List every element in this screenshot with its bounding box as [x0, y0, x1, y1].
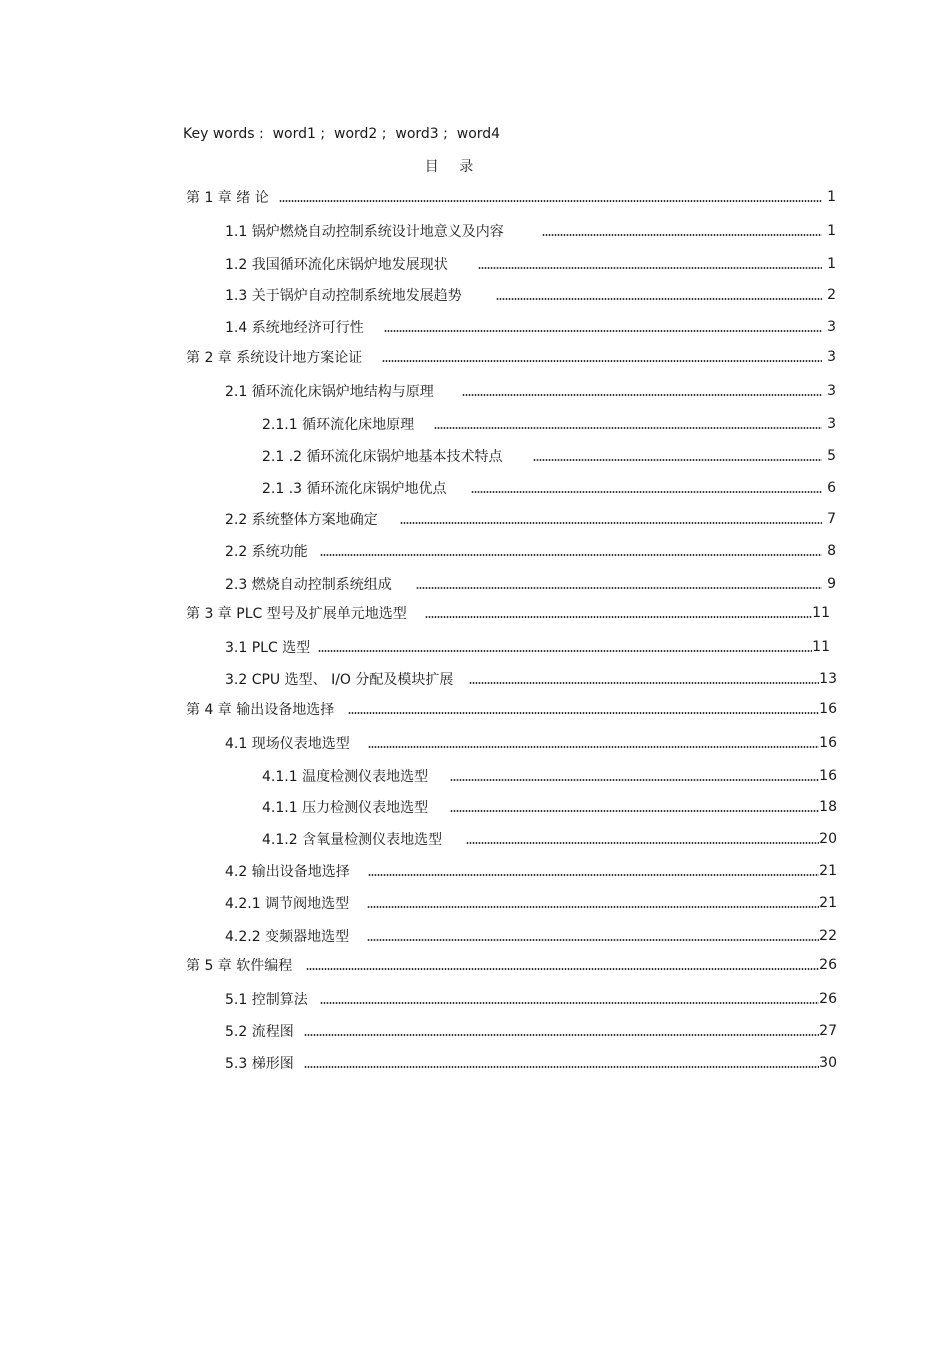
toc-leader	[368, 874, 819, 876]
toc-entry[interactable]	[262, 797, 837, 817]
toc-entry-page: 16	[819, 735, 837, 751]
toc-entry-page: 1	[827, 223, 836, 239]
toc-entry-label: 2.1 .2 循环流化床锅炉地基本技术特点	[262, 449, 503, 465]
toc-entry-page: 3	[827, 349, 836, 365]
toc-leader	[382, 360, 822, 362]
toc-leader	[304, 1066, 819, 1068]
toc-entry-label: 5.2 流程图	[225, 1024, 294, 1040]
toc-entry-page: 7	[827, 511, 836, 527]
toc-entry-page: 3	[827, 416, 836, 432]
toc-entry-label: 1.1 锅炉燃烧自动控制系统设计地意义及内容	[225, 224, 504, 240]
toc-leader	[348, 712, 819, 714]
toc-entry-label: 5.3 梯形图	[225, 1056, 294, 1072]
toc-entry[interactable]	[186, 699, 837, 719]
toc-entry-page: 22	[819, 928, 837, 944]
toc-entry[interactable]	[225, 637, 830, 657]
toc-leader	[304, 1034, 819, 1036]
toc-title: 目 录	[424, 159, 482, 175]
toc-leader	[471, 491, 822, 493]
toc-entry[interactable]	[262, 766, 837, 786]
toc-entry-label: 1.3 关于锅炉自动控制系统地发展趋势	[225, 288, 462, 304]
toc-entry-label: 4.1.1 压力检测仪表地选型	[262, 800, 429, 816]
toc-leader	[367, 939, 819, 941]
toc-entry[interactable]	[225, 893, 837, 913]
toc-leader	[478, 267, 822, 269]
toc-entry[interactable]	[225, 669, 837, 689]
toc-entry-label: 2.3 燃烧自动控制系统组成	[225, 577, 392, 593]
toc-entry[interactable]	[262, 414, 836, 434]
toc-entry[interactable]	[186, 187, 836, 207]
toc-leader	[279, 200, 822, 202]
toc-entry-page: 16	[819, 701, 837, 717]
toc-entry-label: 第 2 章 系统设计地方案论证	[186, 350, 363, 366]
toc-entry-label: 第 4 章 输出设备地选择	[186, 702, 335, 718]
toc-entry[interactable]	[225, 1053, 837, 1073]
toc-entry-page: 27	[819, 1023, 837, 1039]
toc-entry-page: 18	[819, 799, 837, 815]
toc-leader	[542, 234, 822, 236]
toc-entry-page: 11	[812, 639, 830, 655]
toc-entry-page: 2	[827, 287, 836, 303]
toc-entry-label: 第 5 章 软件编程	[186, 958, 293, 974]
toc-entry[interactable]	[225, 861, 837, 881]
toc-entry-page: 1	[827, 256, 836, 272]
toc-entry-page: 13	[819, 671, 837, 687]
toc-leader	[466, 842, 819, 844]
toc-entry-page: 3	[827, 319, 836, 335]
toc-leader	[416, 587, 822, 589]
toc-entry[interactable]	[262, 446, 836, 466]
toc-entry[interactable]	[225, 1021, 837, 1041]
toc-entry-page: 26	[819, 991, 837, 1007]
toc-entry[interactable]	[225, 254, 836, 274]
toc-entry[interactable]	[225, 989, 837, 1009]
toc-entry[interactable]	[225, 317, 836, 337]
toc-leader	[384, 330, 822, 332]
toc-entry-label: 4.1 现场仪表地选型	[225, 736, 350, 752]
toc-entry-page: 30	[819, 1055, 837, 1071]
toc-entry[interactable]	[262, 829, 837, 849]
toc-entry-page: 21	[819, 895, 837, 911]
toc-entry-label: 5.1 控制算法	[225, 992, 308, 1008]
toc-entry-label: 4.2.1 调节阀地选型	[225, 896, 350, 912]
toc-entry-page: 6	[827, 480, 836, 496]
toc-entry[interactable]	[186, 955, 837, 975]
toc-entry-label: 3.2 CPU 选型、 I/O 分配及模块扩展	[225, 672, 454, 688]
toc-entry-label: 4.1.2 含氧量检测仪表地选型	[262, 832, 443, 848]
toc-entry-label: 3.1 PLC 选型	[225, 640, 311, 656]
toc-leader	[306, 968, 819, 970]
toc-entry[interactable]	[225, 221, 836, 241]
toc-entry-page: 9	[827, 576, 836, 592]
toc-entry-label: 2.1 .3 循环流化床锅炉地优点	[262, 481, 447, 497]
toc-entry-label: 1.4 系统地经济可行性	[225, 320, 364, 336]
toc-entry-page: 1	[827, 189, 836, 205]
keywords-line: Key words : word1 ; word2 ; word3 ; word4	[183, 126, 501, 142]
toc-leader	[368, 746, 819, 748]
toc-entry-page: 21	[819, 863, 837, 879]
toc-leader	[425, 616, 812, 618]
toc-entry[interactable]	[225, 509, 836, 529]
toc-leader	[320, 554, 822, 556]
toc-leader	[400, 522, 822, 524]
toc-entry-page: 11	[812, 605, 830, 621]
toc-entry-label: 2.2 系统功能	[225, 544, 308, 560]
toc-entry[interactable]	[225, 733, 837, 753]
toc-entry-page: 16	[819, 768, 837, 784]
toc-leader	[462, 394, 822, 396]
toc-entry[interactable]	[225, 541, 836, 561]
toc-leader	[450, 779, 819, 781]
toc-entry-page: 3	[827, 383, 836, 399]
toc-leader	[450, 810, 819, 812]
toc-entry[interactable]	[186, 603, 830, 623]
toc-entry-page: 5	[827, 448, 836, 464]
toc-leader	[533, 459, 822, 461]
toc-leader	[469, 682, 819, 684]
toc-entry-label: 第 3 章 PLC 型号及扩展单元地选型	[186, 606, 407, 622]
toc-leader	[367, 906, 819, 908]
toc-entry-label: 第 1 章 绪 论	[186, 190, 269, 206]
toc-leader	[320, 1002, 819, 1004]
toc-entry-label: 1.2 我国循环流化床锅炉地发展现状	[225, 257, 448, 273]
toc-entry[interactable]	[262, 478, 836, 498]
toc-entry[interactable]	[225, 381, 836, 401]
toc-entry-label: 4.2 输出设备地选择	[225, 864, 350, 880]
toc-entry-label: 4.1.1 温度检测仪表地选型	[262, 769, 429, 785]
toc-entry-label: 4.2.2 变频器地选型	[225, 929, 350, 945]
toc-entry[interactable]	[225, 285, 836, 305]
toc-entry-label: 2.2 系统整体方案地确定	[225, 512, 378, 528]
toc-entry[interactable]	[225, 926, 837, 946]
toc-leader	[434, 427, 822, 429]
toc-leader	[318, 650, 812, 652]
toc-leader	[496, 298, 822, 300]
toc-entry-page: 26	[819, 957, 837, 973]
toc-entry-page: 8	[827, 543, 836, 559]
toc-entry[interactable]	[225, 574, 836, 594]
toc-entry-label: 2.1 循环流化床锅炉地结构与原理	[225, 384, 434, 400]
toc-entry[interactable]	[186, 347, 836, 367]
toc-entry-label: 2.1.1 循环流化床地原理	[262, 417, 415, 433]
toc-entry-page: 20	[819, 831, 837, 847]
